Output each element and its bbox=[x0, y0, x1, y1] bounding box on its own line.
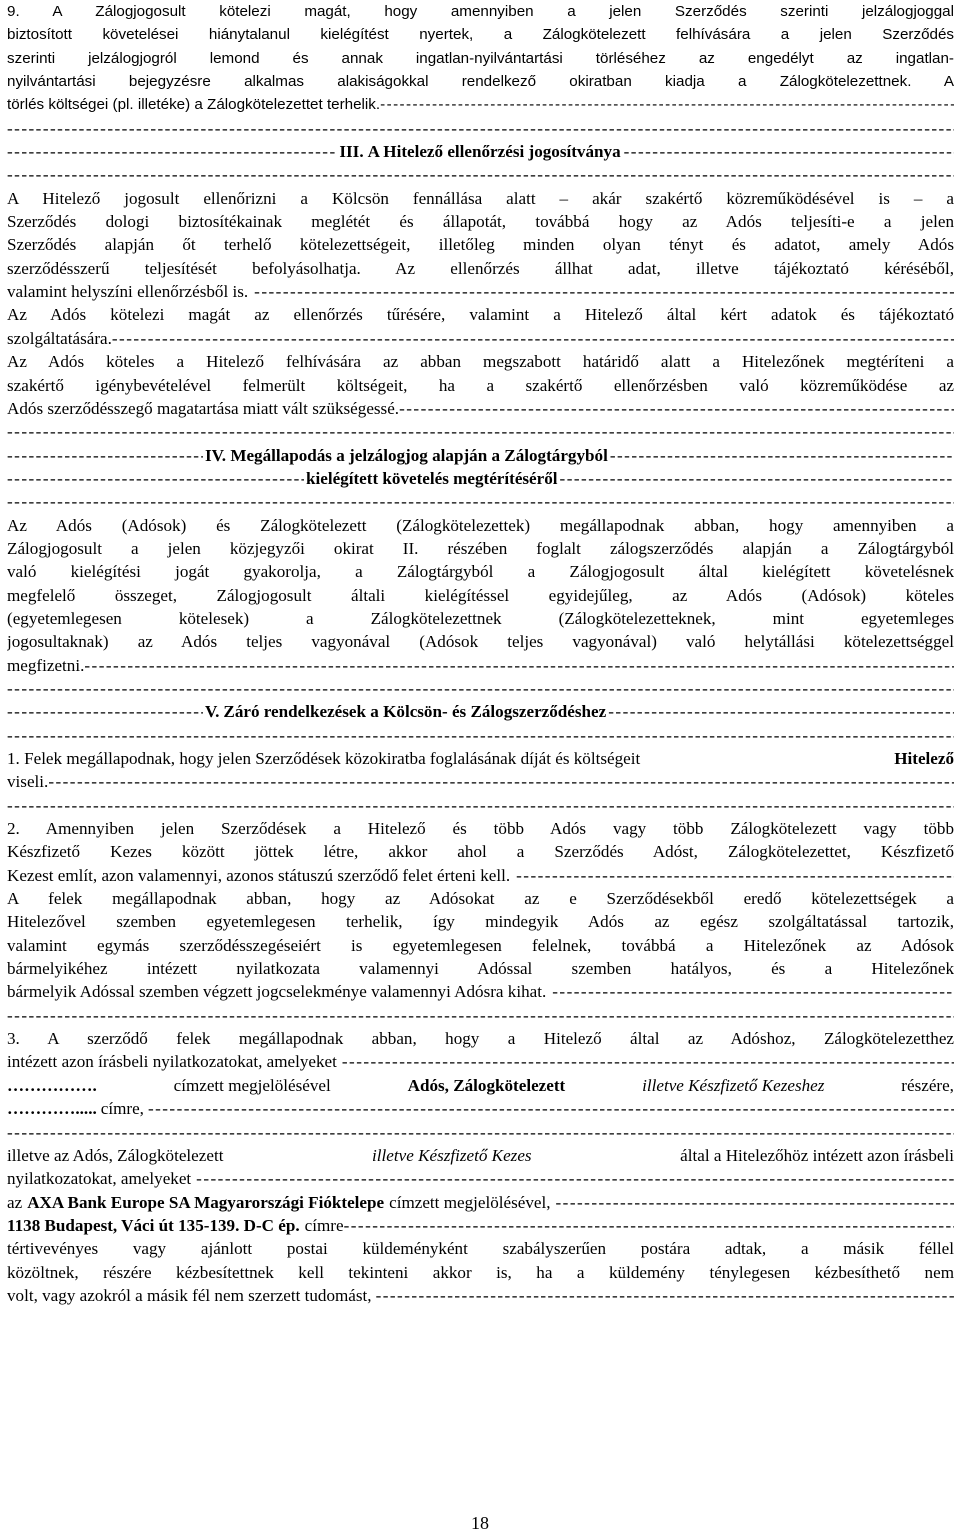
dash-line bbox=[7, 794, 954, 817]
text-segment: címre bbox=[304, 1215, 344, 1235]
text-segment: …………..... bbox=[7, 1099, 97, 1119]
text-line bbox=[7, 980, 954, 1003]
text-segment: Zálogjogosult a jelen közjegyzői okirat II. részében foglalt zálogszerződés alapján a Zálogtárgyból bbox=[7, 538, 954, 558]
document-page bbox=[7, 0, 954, 1307]
text-segment: való kielégítési jogát gyakorolja, a Zálogtárgyból a Zálogjogosult által kielégített követelésnek bbox=[7, 562, 954, 582]
section-5-heading bbox=[7, 700, 954, 723]
heading-title: IV. Megállapodás a jelzálogjog alapján a Zálogtárgyból bbox=[205, 445, 608, 465]
text-segment: szakértő igénybevételével felmerült költségeit, ha a szakértő ellenőrzésben való közreműködése az bbox=[7, 375, 954, 395]
text-line bbox=[7, 93, 954, 116]
dash-filler bbox=[376, 1284, 954, 1307]
dash-filler bbox=[7, 467, 304, 490]
text-segment: nyilatkozatokat, amelyeket bbox=[7, 1169, 192, 1189]
text-segment: megfelelő összeget, Zálogjogosult általi kielégítéssel egyidejűleg, az Adós (Adósok) köteles bbox=[7, 585, 954, 605]
heading-title: A Hitelező ellenőrzési jogosítványa bbox=[367, 142, 621, 162]
text-line bbox=[7, 0, 954, 23]
text-line bbox=[7, 233, 954, 256]
section-4-para bbox=[7, 514, 954, 677]
text-segment: illetve Készfizető Kezeshez bbox=[642, 1075, 825, 1095]
section-9 bbox=[7, 0, 954, 117]
text-line bbox=[7, 1074, 954, 1097]
dash-line bbox=[7, 1004, 954, 1027]
text-segment: 1138 Budapest, Váci út 135-139. D-C ép. bbox=[7, 1215, 300, 1235]
dash-filler bbox=[7, 490, 954, 513]
text-segment: tértivevényes vagy ajánlott postai küldeményként szabályszerűen postára adtak, a másik féllel bbox=[7, 1239, 954, 1259]
text-line bbox=[7, 350, 954, 373]
text-line bbox=[7, 817, 954, 840]
dash-line bbox=[7, 1121, 954, 1144]
text-segment: szolgáltatására. bbox=[7, 328, 112, 348]
dash-filler bbox=[624, 140, 954, 163]
dash-line bbox=[7, 490, 954, 513]
text-segment: címzett megjelölésével, bbox=[389, 1192, 551, 1212]
section-3-para-2 bbox=[7, 303, 954, 350]
section-4-heading-1 bbox=[7, 444, 954, 467]
dash-filler bbox=[399, 397, 954, 420]
dash-filler bbox=[7, 117, 954, 140]
text-line bbox=[7, 47, 954, 70]
dash-filler bbox=[84, 654, 954, 677]
dash-line bbox=[7, 117, 954, 140]
text-line bbox=[7, 1167, 954, 1190]
dash-filler bbox=[254, 280, 954, 303]
section-5-item-2 bbox=[7, 817, 954, 1004]
dash-filler bbox=[552, 980, 954, 1003]
dash-filler bbox=[380, 93, 954, 116]
dash-filler bbox=[7, 163, 954, 186]
text-segment: Adós szerződésszegő magatartása miatt vált szükségessé. bbox=[7, 398, 400, 418]
text-line bbox=[7, 23, 954, 46]
dash-filler bbox=[7, 700, 203, 723]
dash-line bbox=[7, 163, 954, 186]
page-number: 18 bbox=[471, 1513, 489, 1533]
dash-filler bbox=[342, 1050, 954, 1073]
text-segment: Az Adós kötelezi magát az ellenőrzés tűrésére, valamint a Hitelező által kért adatok és tájékoztató bbox=[7, 305, 954, 325]
dash-filler bbox=[7, 724, 954, 747]
text-segment: Szerződés alapján őt terhelő kötelezettségeit, illetőleg minden olyan tényt és adatot, amely Adós bbox=[7, 235, 954, 255]
text-line bbox=[7, 1027, 954, 1050]
text-line bbox=[7, 654, 954, 677]
text-segment: 2. Amennyiben jelen Szerződések a Hitelező és több Adós vagy több Zálogkötelezett vagy több bbox=[7, 819, 954, 839]
text-line bbox=[7, 1237, 954, 1260]
text-segment: 1. Felek megállapodnak, hogy jelen Szerződések közokiratba foglalásának díját és költségeit bbox=[7, 749, 641, 768]
text-segment: Készfizető Kezes között jöttek létre, akkor ahol a Szerződés Adóst, Zálogkötelezettet, Készfizető bbox=[7, 842, 954, 862]
text-segment: bármelyikéhez intézett nyilatkozata valamennyi Adóssal szemben hatályos, és a Hitelezőnek bbox=[7, 959, 954, 979]
text-segment: Kezest említ, azon valamennyi, azonos státuszú szerződő felet érteni kell. bbox=[7, 865, 511, 885]
text-segment: az bbox=[7, 1192, 23, 1212]
text-segment: AXA Bank Europe SA Magyarországi Fióktelepe bbox=[27, 1192, 385, 1212]
heading-title: kielégített követelés megtérítéséről bbox=[306, 468, 558, 488]
text-segment: (egyetemlegesen kötelesek) a Zálogkötelezettnek (Zálogkötelezetteknek, mint egyetemleges bbox=[7, 608, 954, 628]
text-line bbox=[7, 257, 954, 280]
text-line bbox=[7, 1284, 954, 1307]
dash-filler bbox=[7, 444, 203, 467]
text-line bbox=[7, 210, 954, 233]
text-segment: megfizetni. bbox=[7, 655, 85, 675]
text-segment: nyilvántartási bejegyzésre alkalmas alakiságokkal rendelkező okiratban kiadja a Zálogkötelezettnek. A bbox=[7, 73, 954, 91]
text-segment: jogosultaknak) az Adós teljes vagyonával (Adósok teljes vagyonával) való helytállási kötelezettséggel bbox=[7, 632, 954, 652]
text-segment: közöltnek, részére kézbesítettnek kell tekinteni akkor is, ha a küldemény ténylegesen kézbesíthető nem bbox=[7, 1262, 954, 1282]
dash-filler bbox=[148, 1097, 954, 1120]
text-segment: illetve az Adós, Zálogkötelezett bbox=[7, 1145, 224, 1165]
text-line bbox=[7, 910, 954, 933]
dash-line bbox=[7, 724, 954, 747]
text-segment: címre, bbox=[100, 1099, 144, 1119]
text-segment: A Hitelező jogosult ellenőrizni a Kölcsön fennállása alatt – akár szakértő közreműködésével is – a bbox=[7, 188, 954, 208]
dash-filler bbox=[196, 1167, 954, 1190]
section-4-heading-2 bbox=[7, 467, 954, 490]
text-line bbox=[7, 1214, 954, 1237]
dash-filler bbox=[7, 1004, 954, 1027]
text-line bbox=[7, 1050, 954, 1073]
section-3-para-1 bbox=[7, 187, 954, 304]
text-segment: által a Hitelezőhöz intézett azon írásbeli bbox=[680, 1145, 954, 1165]
text-segment: részére, bbox=[901, 1075, 954, 1095]
text-line bbox=[7, 1097, 954, 1120]
text-line bbox=[7, 303, 954, 326]
dash-line bbox=[7, 420, 954, 443]
heading-number: V. bbox=[205, 702, 220, 722]
text-line bbox=[7, 280, 954, 303]
text-segment: Hitelező bbox=[894, 749, 954, 768]
text-segment: bármelyik Adóssal szemben végzett jogcselekménye valamennyi Adósra kihat. bbox=[7, 982, 547, 1002]
text-segment: valamint egymás szerződésszegéseiért is egyetemlegesen felelnek, továbbá a Hitelezőnek az Adósok bbox=[7, 935, 954, 955]
dash-filler bbox=[48, 770, 954, 793]
dash-filler bbox=[516, 864, 954, 887]
dash-filler bbox=[7, 1121, 954, 1144]
text-line bbox=[7, 1261, 954, 1284]
text-line bbox=[7, 374, 954, 397]
section-5-item-1 bbox=[7, 747, 954, 794]
text-line bbox=[7, 397, 954, 420]
dash-filler bbox=[112, 327, 954, 350]
text-line bbox=[7, 327, 954, 350]
text-segment: Az Adós (Adósok) és Zálogkötelezett (Zálogkötelezettek) megállapodnak abban, hogy amennyiben a bbox=[7, 515, 954, 535]
text-segment: Az Adós köteles a Hitelező felhívására az abban megszabott határidő alatt a Hitelezőnek megtéríteni a bbox=[7, 352, 954, 372]
section-5-item-3 bbox=[7, 1027, 954, 1307]
dash-filler bbox=[560, 467, 954, 490]
text-segment: 3. A szerződő felek megállapodnak abban, hogy a Hitelező által az Adóshoz, Zálogkötelezetthez bbox=[7, 1029, 954, 1049]
text-line bbox=[7, 770, 954, 793]
text-line bbox=[7, 957, 954, 980]
section-3-para-3 bbox=[7, 350, 954, 420]
text-line bbox=[7, 537, 954, 560]
section-3-heading bbox=[7, 140, 954, 163]
text-segment: Szerződés dologi biztosítékainak meglétét és állapotát, továbbá hogy az Adós teljesíti-e a jelen bbox=[7, 212, 954, 232]
text-line bbox=[7, 887, 954, 910]
text-segment: címzett megjelölésével bbox=[173, 1075, 331, 1095]
dash-filler bbox=[610, 444, 954, 467]
text-line bbox=[7, 584, 954, 607]
heading-title: Záró rendelkezések a Kölcsön- és Zálogszerződéshez bbox=[223, 702, 607, 722]
text-line bbox=[7, 514, 954, 537]
dash-filler bbox=[7, 420, 954, 443]
text-line bbox=[7, 840, 954, 863]
dash-filler bbox=[556, 1191, 955, 1214]
text-segment: ……………. bbox=[7, 1075, 97, 1095]
text-segment: Hitelezővel szemben egyetemlegesen terhelik, így mindegyik Adós az egész szolgáltatással tartozik, bbox=[7, 912, 954, 932]
text-line bbox=[7, 70, 954, 93]
text-segment: volt, vagy azokról a másik fél nem szerzett tudomást, bbox=[7, 1285, 372, 1305]
text-line bbox=[7, 934, 954, 957]
text-segment: valamint helyszíni ellenőrzésből is. bbox=[7, 282, 249, 302]
text-segment: 9. A Zálogjogosult kötelezi magát, hogy amennyiben a jelen Szerződés szerinti jelzálogjoggal bbox=[7, 3, 954, 20]
heading-number: III. bbox=[339, 142, 364, 162]
text-line bbox=[7, 1191, 954, 1214]
text-segment: szerinti jelzálogjogról lemond és annak ingatlan-nyilvántartási törléséhez az engedélyt az ingatlan- bbox=[7, 49, 954, 67]
text-line bbox=[7, 1144, 954, 1167]
text-segment: szerződésszerű teljesítését befolyásolhatja. Az ellenőrzés állhat adat, illetve tájékoztató kéréséből, bbox=[7, 258, 954, 278]
text-line bbox=[7, 187, 954, 210]
text-line bbox=[7, 747, 954, 770]
text-segment: illetve Készfizető Kezes bbox=[372, 1145, 532, 1165]
text-segment: A felek megállapodnak abban, hogy az Adósokat az e Szerződésekből eredő kötelezettségek a bbox=[7, 889, 954, 909]
text-segment: biztosított követelései hiánytalanul kielégítést nyertek, a Zálogkötelezett felhívására a jelen Szerződés bbox=[7, 26, 954, 44]
text-segment: Adós, Zálogkötelezett bbox=[407, 1075, 566, 1095]
text-line bbox=[7, 630, 954, 653]
dash-filler bbox=[7, 794, 954, 817]
text-segment: viseli. bbox=[7, 772, 49, 792]
text-line bbox=[7, 560, 954, 583]
text-line bbox=[7, 864, 954, 887]
text-segment: törlés költségei (pl. illetéke) a Zálogkötelezettet terhelik. bbox=[7, 96, 381, 114]
text-segment: intézett azon írásbeli nyilatkozatokat, amelyeket bbox=[7, 1052, 337, 1072]
text-line bbox=[7, 607, 954, 630]
dash-filler bbox=[7, 677, 954, 700]
dash-filler bbox=[7, 140, 337, 163]
dash-filler bbox=[344, 1214, 954, 1237]
dash-line bbox=[7, 677, 954, 700]
dash-filler bbox=[608, 700, 954, 723]
